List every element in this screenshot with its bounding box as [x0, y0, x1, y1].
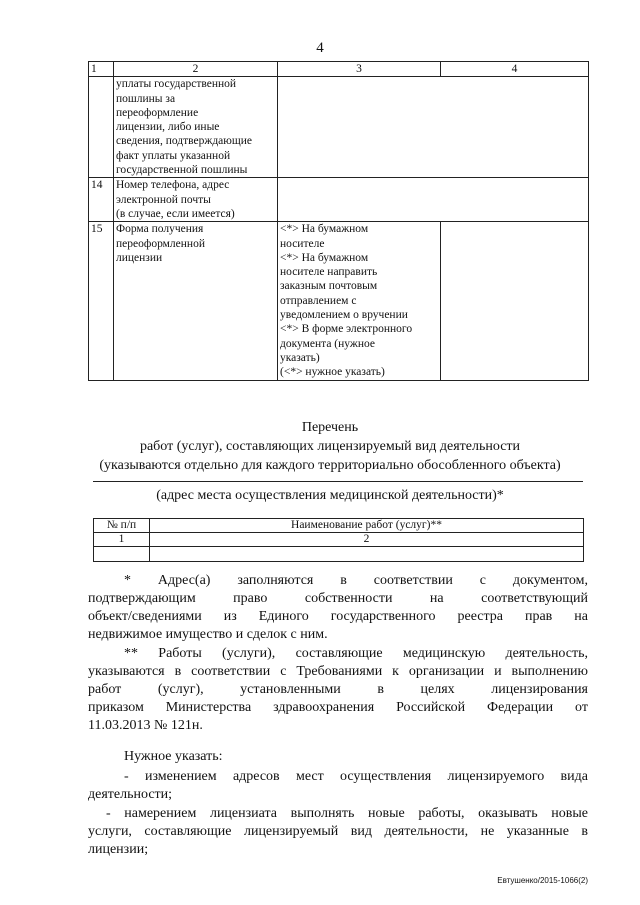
- address-line: [93, 481, 583, 482]
- row-description: Форма получения переоформленной лицензии: [114, 222, 278, 380]
- footnote-address: * Адрес(а) заполняются в соответствии с документом, подтверждающим право собственности на соответствующий объект/сведениями из Единого государственного реестра прав на недвижимое имущество и сделок с ним.: [88, 573, 588, 642]
- page-number: 4: [316, 40, 324, 56]
- document-code: Евтушенко/2015-1066(2): [497, 876, 588, 885]
- required-heading: Нужное указать:: [124, 749, 223, 764]
- address-caption: (адрес места осуществления медицинской деятельности)*: [156, 488, 504, 503]
- row-description: уплаты государственной пошлины за переоформление лицензии, либо иные сведения, подтверждающие факт уплаты указанной государственной пошлины: [114, 77, 278, 178]
- column-number-2: 2: [114, 62, 278, 77]
- row-description: Номер телефона, адрес электронной почты (в случае, если имеется): [114, 178, 278, 222]
- column-number-4: 4: [441, 62, 589, 77]
- required-item-address-change: - изменением адресов мест осуществления лицензируемого вида деятельности;: [88, 769, 588, 802]
- row-value-merged: [278, 178, 589, 222]
- works-table-header: [94, 519, 584, 533]
- section-subtitle-note: (указываются отдельно для каждого территориально обособленного объекта): [99, 458, 561, 473]
- row-number: 15: [89, 222, 114, 380]
- table-row-14: [89, 178, 589, 222]
- row-number: [89, 77, 114, 178]
- footnote-works: ** Работы (услуги), составляющие медицинскую деятельность, указываются в соответствии с Требованиями к организации и выполнению работ (услуг), установленными в целях лицензирования приказом Министерства здравоохранения Российской Федерации от 11.03.2013 № 121н.: [88, 646, 588, 733]
- table-row-15: [89, 222, 589, 380]
- row-number: 14: [89, 178, 114, 222]
- works-col-number-1: 1: [94, 533, 150, 547]
- section-title: Перечень: [301, 420, 359, 435]
- works-col-name-header: Наименование работ (услуг)**: [150, 519, 584, 533]
- works-table: [93, 518, 584, 562]
- works-col-number-header: № п/п: [94, 519, 150, 533]
- license-form-options: <*> На бумажном носителе <*> На бумажном носителе направить заказным почтовым отправлением с уведомлением о вручении <*> В форме электронного документа (нужное указать) (<*> нужное указать): [278, 222, 441, 380]
- table-header-row: [89, 62, 589, 77]
- column-number-1: 1: [89, 62, 114, 77]
- works-table-numbering: [94, 533, 584, 547]
- table-row-fee-continuation: [89, 77, 589, 178]
- works-col-number-2: 2: [150, 533, 584, 547]
- form-table: [88, 61, 589, 381]
- column-number-3: 3: [278, 62, 441, 77]
- required-item-new-works: - намерением лицензиата выполнять новые работы, оказывать новые услуги, составляющие лицензируемый вид деятельности, не указанные в лицензии;: [88, 806, 588, 857]
- section-subtitle: работ (услуг), составляющих лицензируемый вид деятельности: [139, 439, 521, 454]
- row-value-merged: [278, 77, 589, 178]
- works-table-empty-row: [94, 547, 584, 562]
- row-value-col4: [441, 222, 589, 380]
